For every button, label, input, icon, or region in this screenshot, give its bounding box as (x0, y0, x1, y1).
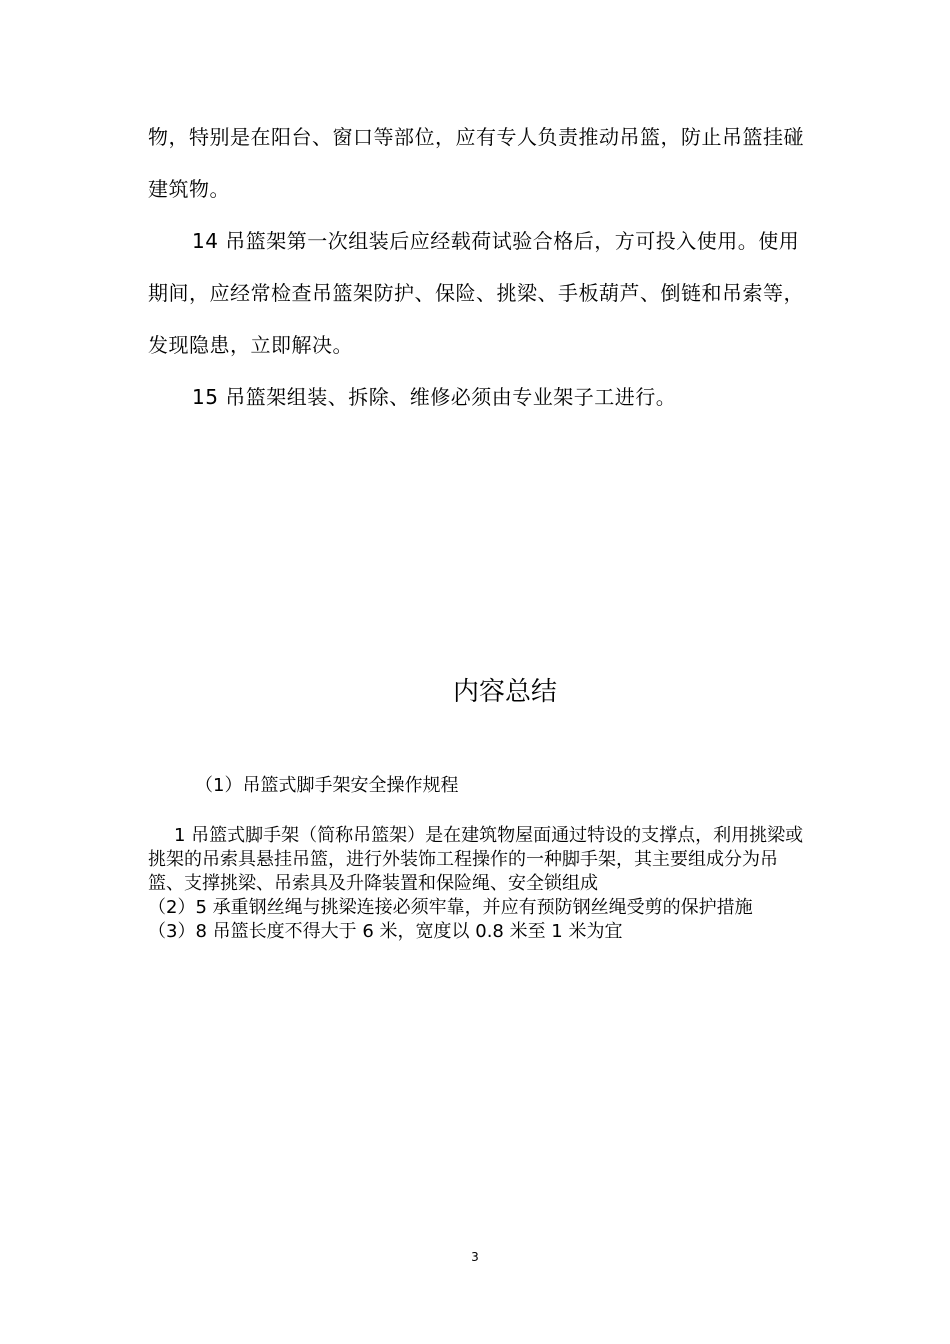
paragraph-item-15: 15 吊篮架组装、拆除、维修必须由专业架子工进行。 (192, 385, 677, 409)
paragraph-continuation: 物，特别是在阳台、窗口等部位，应有专人负责推动吊篮，防止吊篮挂碰建筑物。 (148, 125, 804, 201)
summary-item-2: （2）5 承重钢丝绳与挑梁连接必须牢靠，并应有预防钢丝绳受剪的保护措施 (148, 897, 753, 918)
summary-item-1: 1 吊篮式脚手架（简称吊篮架）是在建筑物屋面通过特设的支撑点，利用挑梁或挑架的吊索具悬挂吊篮，进行外装饰工程操作的一种脚手架，其主要组成分为吊篮、支撑挑梁、吊索具及升降装置和保险绳、安全锁组成 (148, 825, 804, 894)
summary-item-3: （3）8 吊篮长度不得大于 6 米，宽度以 0.8 米至 1 米为宜 (148, 921, 623, 942)
paragraph-item-14: 14 吊篮架第一次组装后应经载荷试验合格后，方可投入使用。使用期间，应经常检查吊篮架防护、保险、挑梁、手板葫芦、倒链和吊索等，发现隐患，立即解决。 (148, 229, 804, 357)
page-number: 3 (471, 1250, 479, 1264)
summary-heading: （1）吊篮式脚手架安全操作规程 (195, 775, 459, 796)
body-text (148, 111, 808, 423)
summary-title: 内容总结 (452, 677, 557, 707)
summary-items (148, 824, 808, 944)
